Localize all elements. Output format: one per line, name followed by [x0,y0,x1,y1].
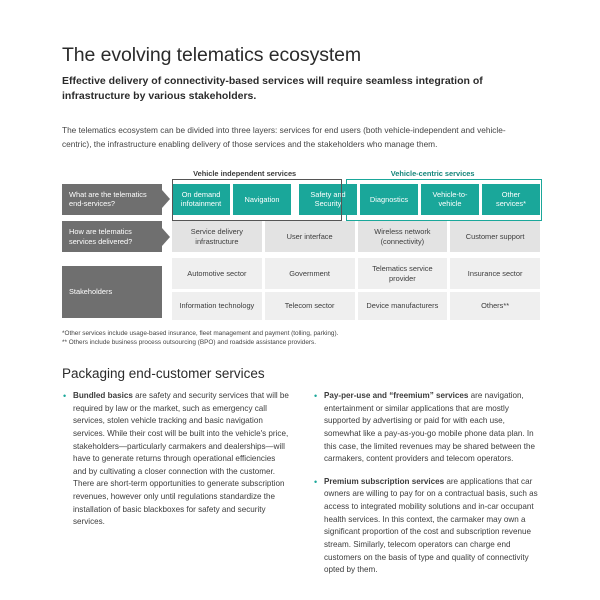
group-header-vehicle-centric: Vehicle-centric services [390,168,475,178]
list-item [313,476,540,577]
list-item [62,390,289,529]
packaging-columns [62,390,540,587]
row-label-stakeholders: Stakeholders [62,266,162,318]
cell-others: Others** [450,292,540,320]
cell-telecom-sector: Telecom sector [265,292,355,320]
cell-other-services: Other services* [482,184,540,215]
packaging-left-column [62,390,289,587]
cell-on-demand-infotainment: On demand infotainment [172,184,230,215]
page-subtitle: Effective delivery of connectivity-based services will require seamless integration of infrastructure by various stakeholders. [62,75,483,103]
cell-automotive-sector: Automotive sector [172,258,262,289]
cell-navigation: Navigation [233,184,291,215]
matrix-group-headers [172,166,540,182]
matrix-row-delivery [62,221,540,252]
cell-insurance-sector: Insurance sector [450,258,540,289]
cell-safety-and-security: Safety and Security [299,184,357,215]
cell-user-interface: User interface [265,221,355,252]
section-heading-packaging: Packaging end-customer services [62,366,265,382]
list-item [313,390,540,466]
row-cells-delivery [172,221,540,252]
cell-device-manufacturers: Device manufacturers [358,292,448,320]
group-header-vehicle-independent: Vehicle independent services [193,168,297,178]
bullet-text: are applications that car owners are willing to pay for on a contractual basis, such as access to integrated mobility solutions and in-car occupant health services. In this context, the carmaker may own a significant proportion of the cost and subscription revenue stream. Similarly, telecom operators can charge end customers on the basis of type and quality of connectivity opted by them. [324,476,538,575]
bullet-text: are navigation, entertainment or similar applications that are mostly supported by advertising or paid for with each use, somewhat like a pay-as-you-go mobile phone data plan. In this case, the limited revenues may be shared between the carmakers, content providers and telecom operators. [324,391,536,464]
cell-telematics-service-provider: Telematics service provider [358,258,448,289]
cell-vehicle-to-vehicle: Vehicle-to-vehicle [421,184,479,215]
cell-diagnostics: Diagnostics [360,184,418,215]
ecosystem-matrix [62,166,540,320]
cell-wireless-network: Wireless network (connectivity) [358,221,448,252]
footnote-1: *Other services include usage-based insurance, fleet management and payment (tolling, parking). [62,329,339,337]
row-label-delivery: How are telematics services delivered? [62,221,162,252]
row-cells-end-services [172,184,540,215]
intro-paragraph: The telematics ecosystem can be divided into three layers: services for end users (both vehicle-independent and vehicle-centric), the infrastructure enabling delivery of those services and the stakeholders who manage them. [62,125,506,150]
cell-information-technology: Information technology [172,292,262,320]
bullet-lead: Bundled basics [73,391,133,401]
bullet-lead: Premium subscription services [324,476,445,486]
cell-service-delivery-infrastructure: Service delivery infrastructure [172,221,262,252]
cell-government: Government [265,258,355,289]
row-label-end-services: What are the telematics end-services? [62,184,162,215]
bullet-text: are safety and security services that will be required by law or the market, such as emergency call services, stolen vehicle tracking and basic navigation services. While their cost will be built into the vehicle's price, stakeholders—particularly carmakers and dealerships—will have to generate returns through operational efficiencies and by cultivating a closer connection with the customer. There are short-term opportunities to generate subscription revenues, however only until regulations standardize the installation of basic blackboxes for safety and security services. [73,391,289,527]
matrix-row-end-services [62,184,540,215]
packaging-right-column [313,390,540,587]
footnote-2: ** Others include business process outsourcing (BPO) and roadside assistance providers. [62,339,316,347]
bullet-lead: Pay-per-use and “freemium” services [324,391,469,401]
cell-customer-support: Customer support [450,221,540,252]
row-cells-stakeholders-2 [172,292,540,320]
row-cells-stakeholders-1 [172,258,540,289]
page-title: The evolving telematics ecosystem [62,44,362,66]
